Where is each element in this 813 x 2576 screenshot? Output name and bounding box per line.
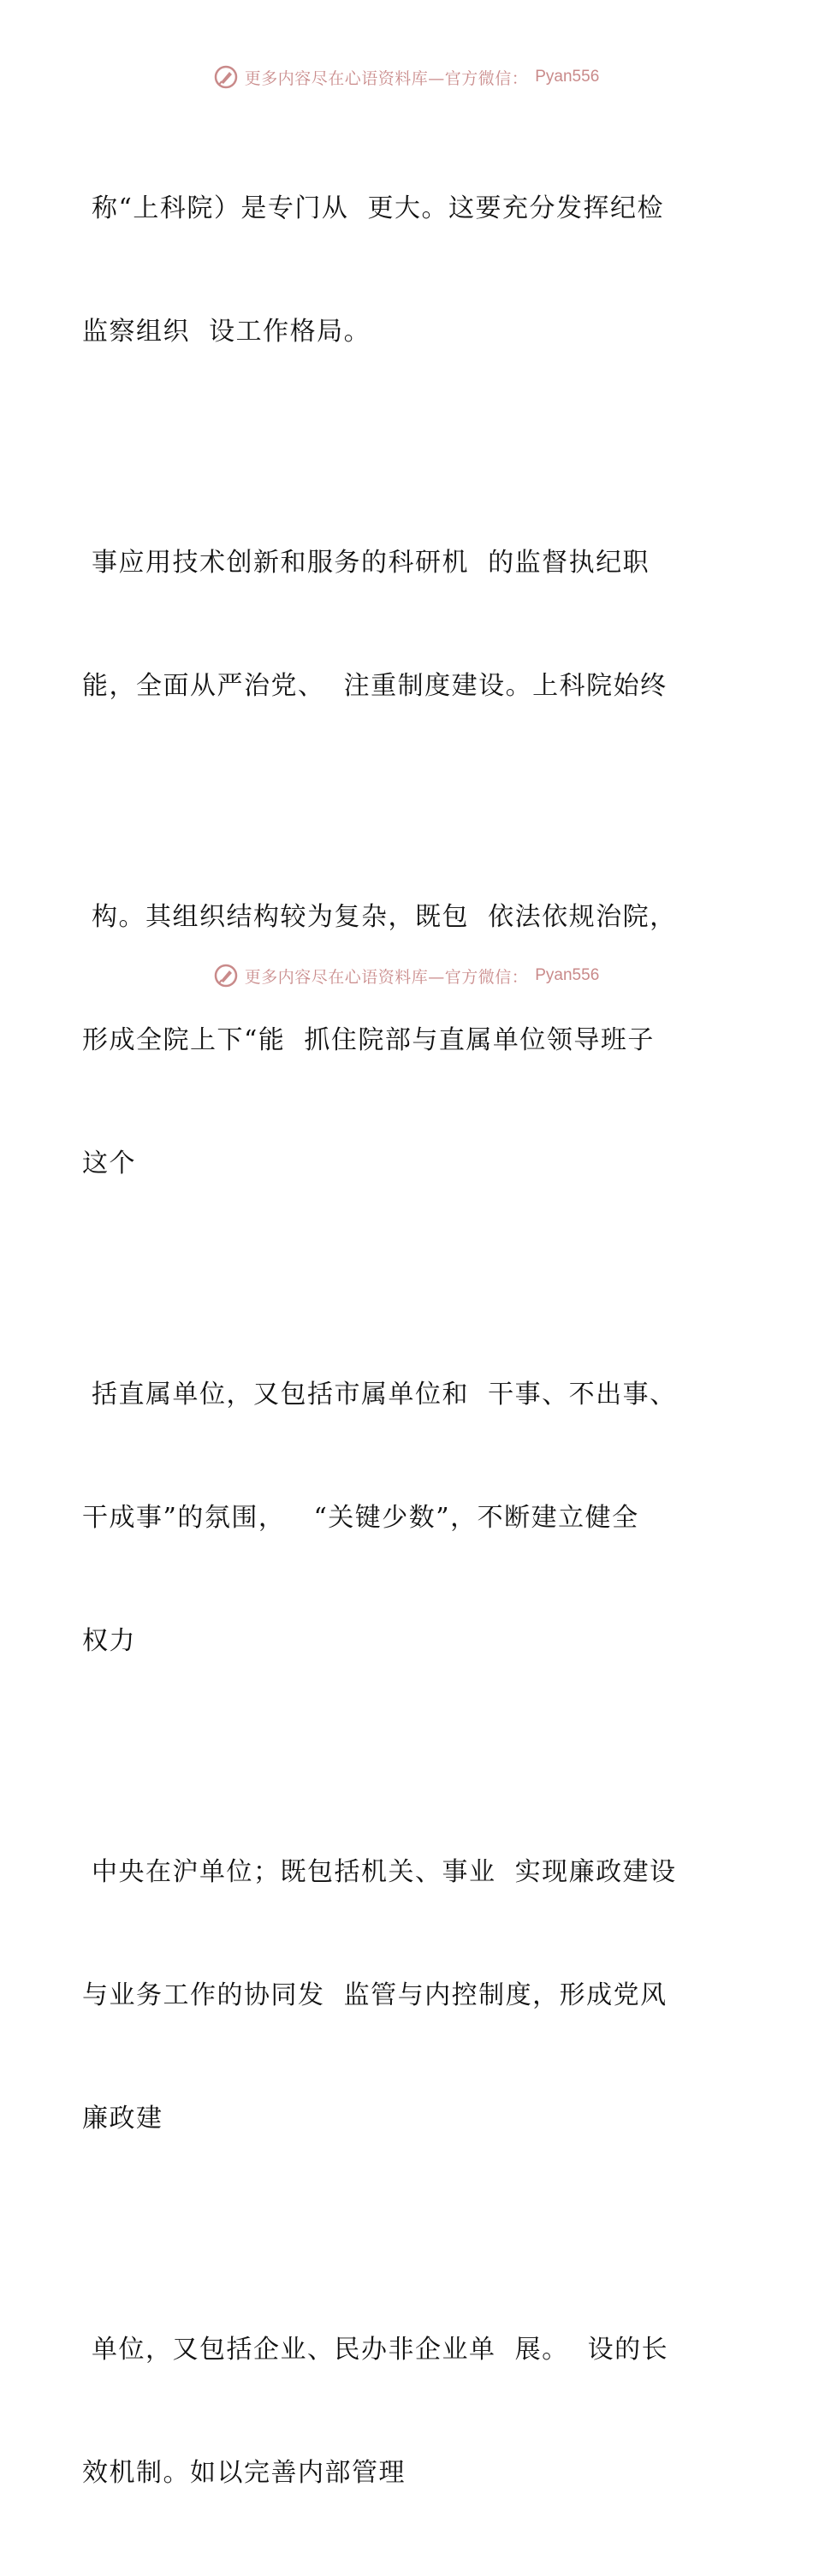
watermark-wechat-id: Pyan556 — [535, 966, 600, 984]
text-line: 监察组织 设工作格局。 — [82, 317, 371, 347]
pen-logo-icon — [214, 65, 238, 89]
text-line: 括直属单位，又包括市属单位和 干事、不出事、 — [82, 1380, 677, 1410]
paragraph-3 — [82, 815, 733, 1267]
paragraph-4 — [82, 1292, 733, 1744]
text-line: 这个 — [82, 1149, 136, 1178]
text-line: 廉政建 — [82, 2104, 163, 2134]
watermark-text: 更多内容尽在心语资料库—官方微信： — [244, 68, 529, 88]
text-line: 单位，又包括企业、民办非企业单 展。 设的长 — [82, 2335, 669, 2365]
text-line: 与业务工作的协同发 监管与内控制度，形成党风 — [82, 1980, 668, 2010]
document-body — [82, 106, 733, 2576]
paragraph-2 — [82, 460, 733, 789]
watermark-text: 更多内容尽在心语资料库—官方微信： — [244, 967, 529, 987]
text-line: 称“上科院）是专门从 更大。这要充分发挥纪检 — [82, 193, 664, 223]
text-line: 干成事”的氛围， “关键少数”，不断建立健全 — [82, 1503, 639, 1533]
text-line: 构。其组织结构较为复杂，既包 依法依规治院， — [82, 902, 677, 932]
watermark-wechat-id: Pyan556 — [535, 68, 600, 86]
text-line: 权力 — [82, 1626, 136, 1656]
paragraph-5 — [82, 1770, 733, 2222]
text-line: 事应用技术创新和服务的科研机 的监督执纪职 — [82, 548, 650, 578]
pen-logo-icon — [214, 964, 238, 988]
watermark-header — [0, 60, 813, 94]
paragraph-6 — [82, 2247, 733, 2576]
text-line: 形成全院上下“能 抓住院部与直属单位领导班子 — [82, 1025, 655, 1055]
text-line: 效机制。如以完善内部管理 — [82, 2458, 406, 2488]
text-line: 中央在沪单位；既包括机关、事业 实现廉政建设 — [82, 1857, 677, 1887]
text-line: 能，全面从严治党、 注重制度建设。上科院始终 — [82, 671, 668, 701]
watermark-footer — [0, 959, 813, 993]
paragraph-1 — [82, 106, 733, 435]
